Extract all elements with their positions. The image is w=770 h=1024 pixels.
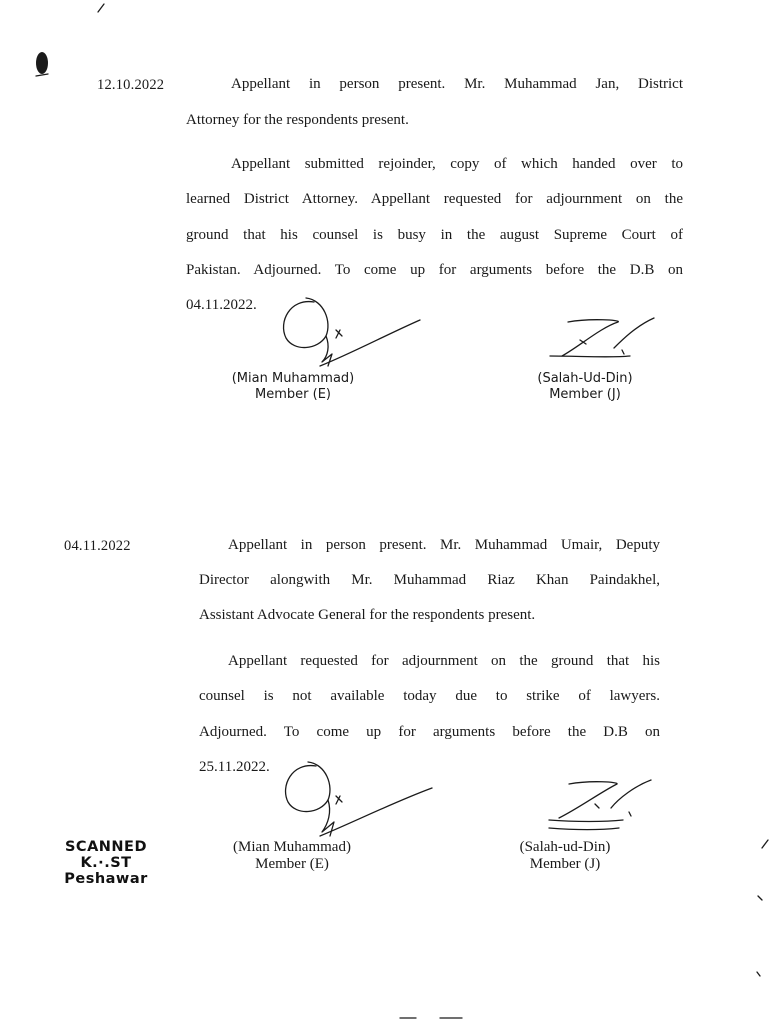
order-line: Appellant requested for adjournment on the ground that his: [228, 653, 660, 669]
entry-date: 04.11.2022: [64, 538, 131, 554]
stamp-line: Peshawar: [64, 871, 148, 887]
stamp-line: SCANNED: [64, 839, 148, 855]
member-title-right: Member (J): [529, 856, 601, 872]
entry-date: 12.10.2022: [97, 77, 165, 93]
member-name-left: (Mian Muhammad): [231, 371, 355, 386]
order-line: Director alongwith Mr. Muhammad Riaz Khan Paindakhel,: [199, 572, 660, 588]
order-line: 04.11.2022.: [186, 297, 257, 313]
order-line: Appellant in person present. Mr. Muhammad Umair, Deputy: [228, 537, 660, 553]
member-name-right: (Salah-Ud-Din): [537, 371, 633, 386]
stamp-line: K.·.ST: [80, 855, 132, 871]
order-line: Attorney for the respondents present.: [186, 112, 409, 128]
member-name-left: (Mian Muhammad): [233, 839, 351, 855]
order-line: Appellant submitted rejoinder, copy of which handed over to: [231, 156, 683, 172]
order-line: Pakistan. Adjourned. To come up for arguments before the D.B on: [186, 262, 683, 278]
order-line: 25.11.2022.: [199, 759, 270, 775]
order-line: counsel is not available today due to strike of lawyers.: [199, 688, 660, 704]
order-line: learned District Attorney. Appellant requested for adjournment on the: [186, 191, 683, 207]
order-line: ground that his counsel is busy in the august Supreme Court of: [186, 227, 683, 243]
member-title-left: Member (E): [255, 387, 331, 402]
order-line: Adjourned. To come up for arguments before the D.B on: [199, 724, 660, 740]
order-line: Assistant Advocate General for the respondents present.: [199, 607, 536, 623]
member-name-right: (Salah-ud-Din): [519, 839, 611, 855]
order-line: Appellant in person present. Mr. Muhammad Jan, District: [231, 76, 683, 92]
member-title-right: Member (J): [549, 387, 621, 402]
member-title-left: Member (E): [255, 856, 329, 872]
